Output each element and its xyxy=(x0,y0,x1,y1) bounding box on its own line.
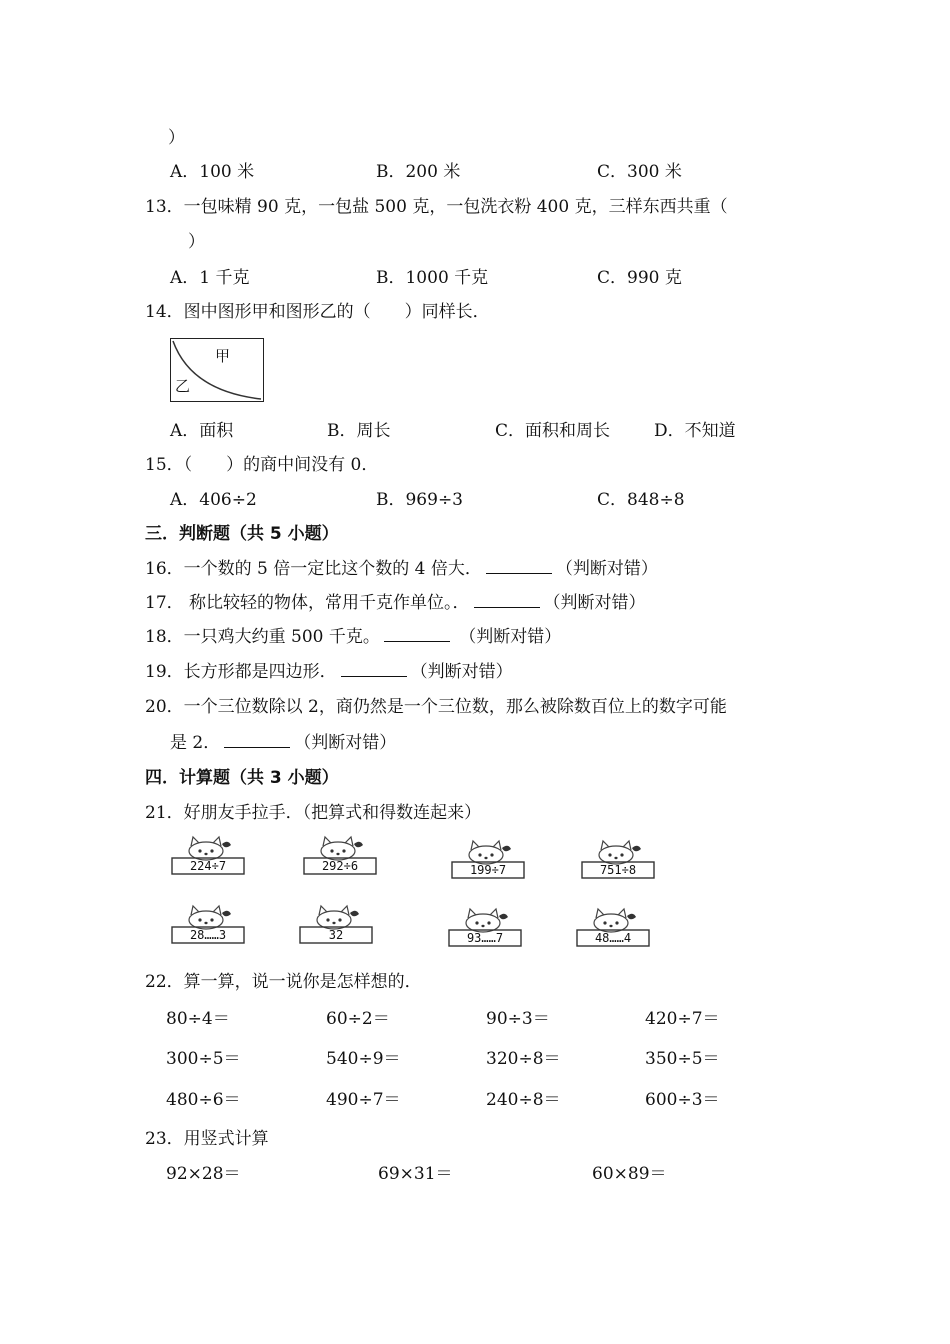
kitty-text: 28……3 xyxy=(189,928,227,942)
answer-blank[interactable] xyxy=(341,660,407,677)
q12-option-a: A．100 米 xyxy=(170,162,255,182)
kitty-text: 93……7 xyxy=(466,931,504,945)
judge-20-suffix: （判断对错） xyxy=(294,733,397,753)
q14-option-d: D．不知道 xyxy=(654,421,736,441)
calc-item: 420÷7＝ xyxy=(645,1009,720,1029)
judge-18-suffix: （判断对错） xyxy=(453,627,562,647)
calc-item: 540÷9＝ xyxy=(326,1049,401,1069)
kitty-text: 48……4 xyxy=(594,931,632,945)
kitty-card-expression[interactable] xyxy=(300,834,380,878)
judge-16 xyxy=(145,557,658,581)
q15-text: 15．（ ）的商中间没有 0． xyxy=(145,455,379,475)
q14-text: 14．图中图形甲和图形乙的（ ）同样长． xyxy=(145,302,490,322)
judge-17-text: 17． 称比较轻的物体，常用千克作单位。． xyxy=(145,593,470,613)
q13-tail: ） xyxy=(188,232,205,252)
q14-option-b: B．周长 xyxy=(327,421,391,441)
calc-item: 350÷5＝ xyxy=(645,1049,720,1069)
vertical-calc-item: 60×89＝ xyxy=(592,1164,667,1184)
judge-18-text: 18．一只鸡大约重 500 千克。 xyxy=(145,627,380,647)
calc-item: 600÷3＝ xyxy=(645,1090,720,1110)
q22-text: 22．算一算，说一说你是怎样想的． xyxy=(145,972,422,992)
vertical-calc-item: 69×31＝ xyxy=(378,1164,453,1184)
q12-option-b: B．200 米 xyxy=(376,162,461,182)
calc-item: 90÷3＝ xyxy=(486,1009,550,1029)
calc-item: 300÷5＝ xyxy=(166,1049,241,1069)
q14-figure xyxy=(170,338,264,402)
judge-17 xyxy=(145,591,646,615)
kitty-text: 292÷6 xyxy=(321,859,359,873)
kitty-text: 224÷7 xyxy=(189,859,227,873)
answer-blank[interactable] xyxy=(486,557,552,574)
q14-option-a: A．面积 xyxy=(170,421,234,441)
kitty-card-expression[interactable] xyxy=(578,838,658,882)
q15-option-c: C．848÷8 xyxy=(597,490,685,510)
kitty-card-expression[interactable] xyxy=(168,834,248,878)
figure-label-jia: 甲 xyxy=(215,347,231,365)
q13-option-c: C．990 克 xyxy=(597,268,682,288)
figure-label-yi: 乙 xyxy=(175,377,191,395)
kitty-text: 32 xyxy=(328,928,344,942)
q12-tail: ） xyxy=(168,128,185,148)
judge-19-text: 19．长方形都是四边形． xyxy=(145,662,337,682)
kitty-card-result[interactable] xyxy=(168,903,248,947)
q13-option-b: B．1000 千克 xyxy=(376,268,489,288)
kitty-card-result[interactable] xyxy=(445,906,525,950)
answer-blank[interactable] xyxy=(224,731,290,748)
calc-item: 320÷8＝ xyxy=(486,1049,561,1069)
kitty-card-expression[interactable] xyxy=(448,838,528,882)
judge-16-suffix: （判断对错） xyxy=(555,559,658,579)
kitty-text: 751÷8 xyxy=(599,863,637,877)
calc-item: 240÷8＝ xyxy=(486,1090,561,1110)
calc-item: 80÷4＝ xyxy=(166,1009,230,1029)
judge-20-text2: 是 2． xyxy=(170,733,221,753)
calc-item: 480÷6＝ xyxy=(166,1090,241,1110)
section-4-title: 四．计算题（共 3 小题） xyxy=(145,768,339,788)
judge-19-suffix: （判断对错） xyxy=(410,662,513,682)
vertical-calc-item: 92×28＝ xyxy=(166,1164,241,1184)
calc-item: 60÷2＝ xyxy=(326,1009,390,1029)
q21-text: 21．好朋友手拉手．（把算式和得数连起来） xyxy=(145,803,482,823)
kitty-text: 199÷7 xyxy=(469,863,507,877)
judge-20-line1: 20．一个三位数除以 2，商仍然是一个三位数，那么被除数百位上的数字可能 xyxy=(145,697,727,717)
q15-option-b: B．969÷3 xyxy=(376,490,464,510)
kitty-card-result[interactable] xyxy=(296,903,376,947)
q23-text: 23．用竖式计算 xyxy=(145,1129,269,1149)
answer-blank[interactable] xyxy=(384,625,450,642)
q12-option-c: C．300 米 xyxy=(597,162,682,182)
q13-text: 13．一包味精 90 克，一包盐 500 克，一包洗衣粉 400 克，三样东西共重（ xyxy=(145,197,728,217)
judge-16-text: 16．一个数的 5 倍一定比这个数的 4 倍大． xyxy=(145,559,482,579)
judge-19 xyxy=(145,660,513,684)
q15-option-a: A．406÷2 xyxy=(170,490,257,510)
kitty-card-result[interactable] xyxy=(573,906,653,950)
judge-20-line2 xyxy=(170,731,396,755)
q13-option-a: A．1 千克 xyxy=(170,268,250,288)
judge-17-suffix: （判断对错） xyxy=(543,593,646,613)
section-3-title: 三．判断题（共 5 小题） xyxy=(145,524,339,544)
calc-item: 490÷7＝ xyxy=(326,1090,401,1110)
q14-option-c: C．面积和周长 xyxy=(495,421,611,441)
answer-blank[interactable] xyxy=(474,591,540,608)
judge-18 xyxy=(145,625,561,649)
